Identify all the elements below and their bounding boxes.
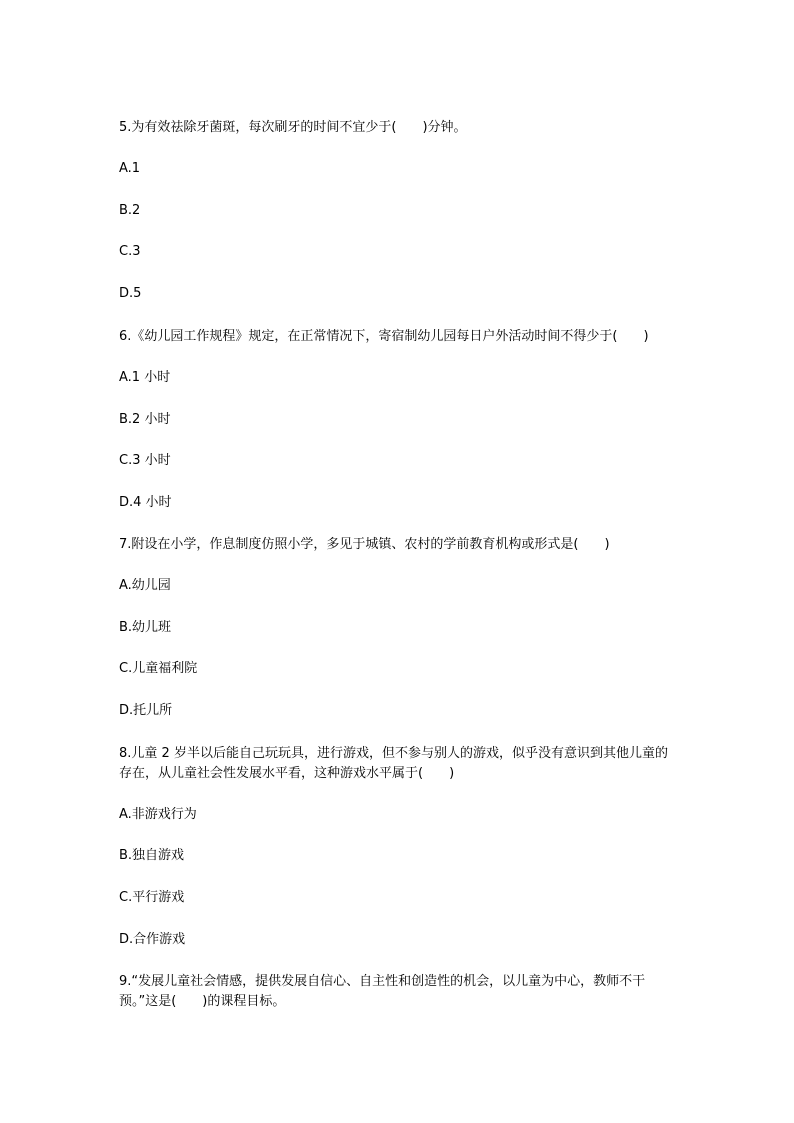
question-6-option-b: B.2 小时 bbox=[119, 412, 171, 427]
question-8-option-b: B.独自游戏 bbox=[119, 848, 185, 863]
question-7-option-c: C.儿童福利院 bbox=[119, 661, 198, 676]
question-7-option-b: B.幼儿班 bbox=[119, 620, 172, 635]
question-5-stem: 5.为有效祛除牙菌斑，每次刷牙的时间不宜少于( )分钟。 bbox=[119, 120, 467, 135]
question-5-option-d: D.5 bbox=[119, 286, 142, 301]
question-5-option-c: C.3 bbox=[119, 244, 141, 259]
question-7-option-a: A.幼儿园 bbox=[119, 578, 171, 593]
question-6-option-c: C.3 小时 bbox=[119, 453, 171, 468]
question-9-stem: 9.“发展儿童社会情感，提供发展自信心、自主性和创造性的机会，以儿童为中心，教师不干预。”这是( )的课程目标。 bbox=[119, 974, 646, 1009]
question-8-stem: 8.儿童 2 岁半以后能自己玩玩具，进行游戏，但不参与别人的游戏，似乎没有意识到其他儿童的存在，从儿童社会性发展水平看，这种游戏水平属于( ) bbox=[119, 746, 668, 781]
question-8-option-d: D.合作游戏 bbox=[119, 932, 186, 947]
question-6-option-a: A.1 小时 bbox=[119, 370, 171, 385]
question-8-option-a: A.非游戏行为 bbox=[119, 807, 197, 822]
question-6-option-d: D.4 小时 bbox=[119, 495, 172, 510]
question-8-option-c: C.平行游戏 bbox=[119, 890, 185, 905]
question-5-option-a: A.1 bbox=[119, 161, 141, 176]
question-7-option-d: D.托儿所 bbox=[119, 703, 173, 718]
question-7-stem: 7.附设在小学，作息制度仿照小学，多见于城镇、农村的学前教育机构或形式是( ) bbox=[119, 537, 610, 552]
question-6-stem: 6.《幼儿园工作规程》规定，在正常情况下，寄宿制幼儿园每日户外活动时间不得少于( ) bbox=[119, 329, 649, 344]
question-5-option-b: B.2 bbox=[119, 203, 141, 218]
